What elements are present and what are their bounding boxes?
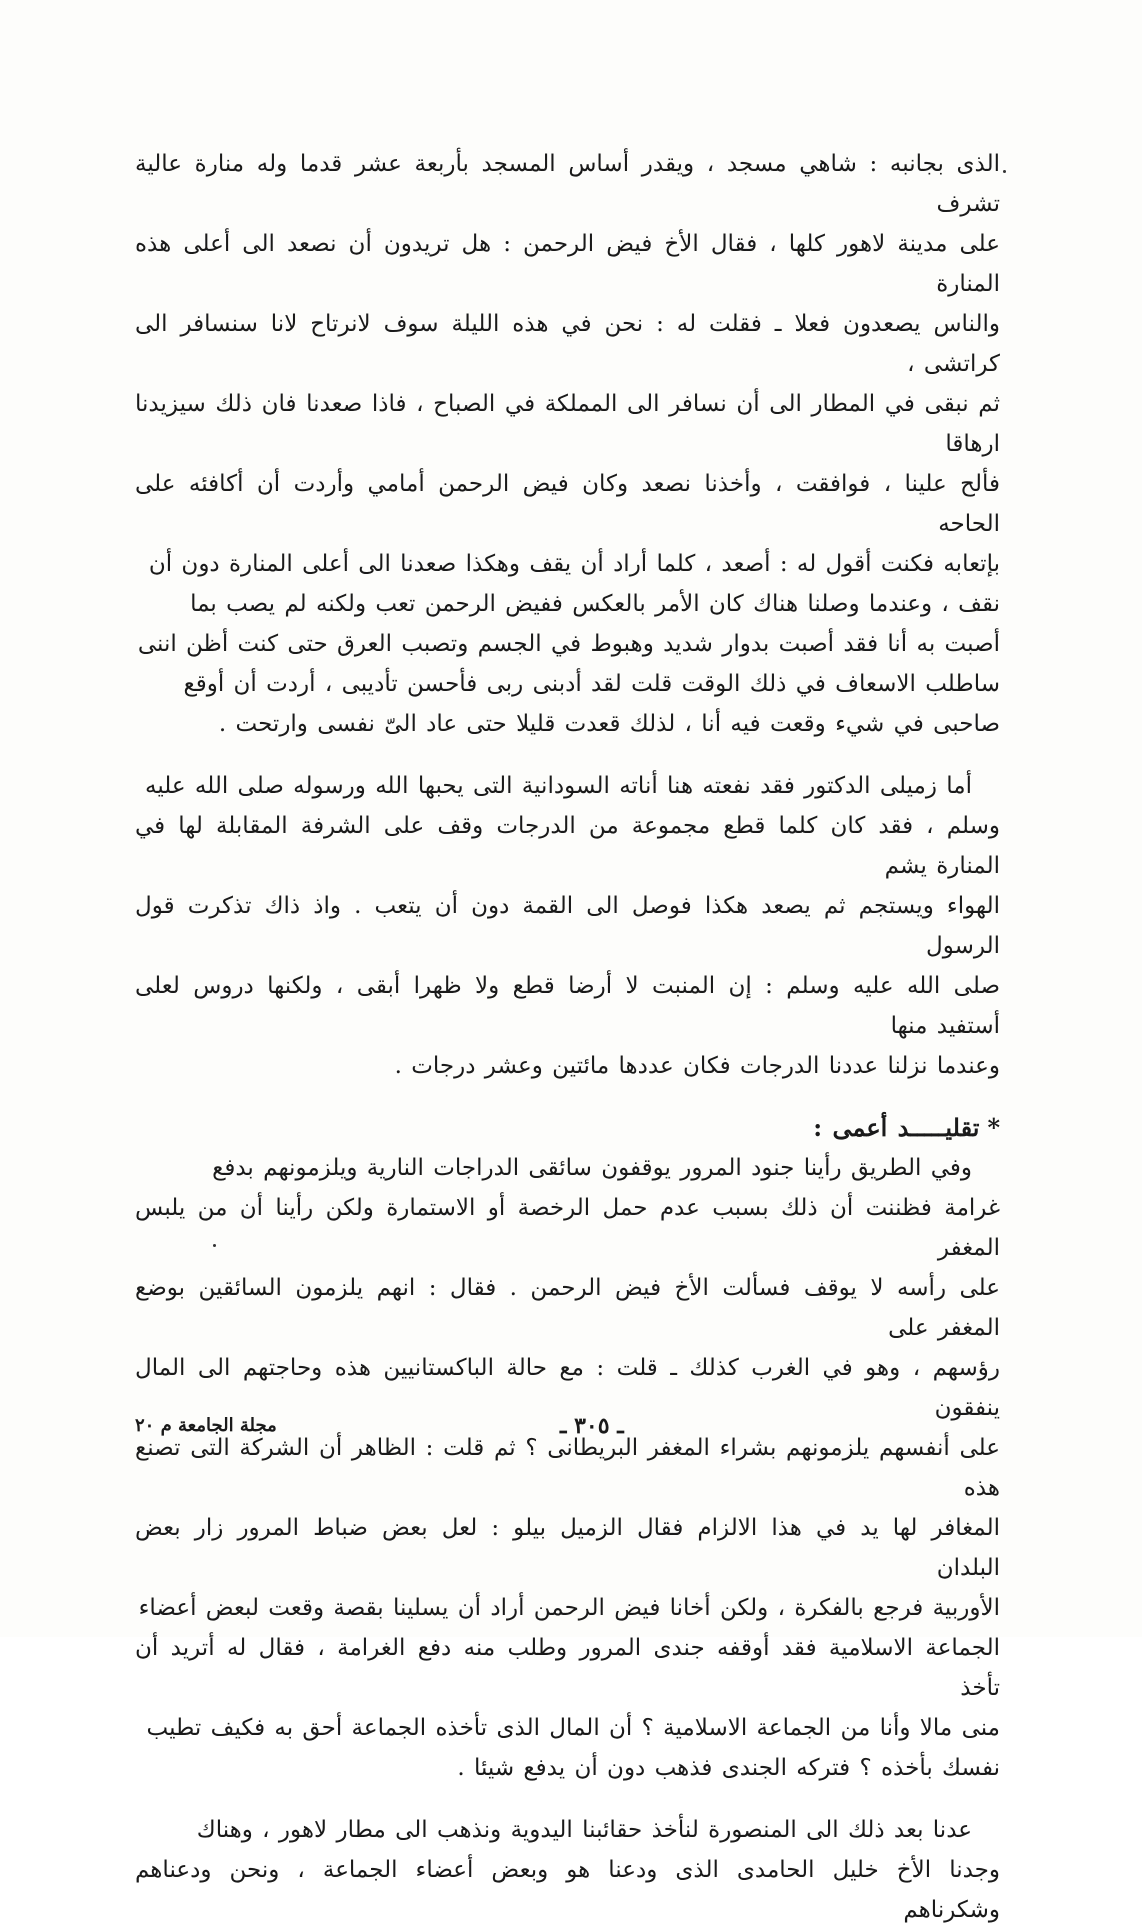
- text-line: ساطلب الاسعاف في ذلك الوقت قلت لقد أدبنى ربى فأحسن تأديبى ، أردت أن أوقع: [183, 671, 1000, 697]
- text-line: فألح علينا ، فوافقت ، وأخذنا نصعد وكان فيض الرحمن أمامي وأردت أن أكافئه على الحاحه: [135, 471, 1000, 537]
- text-line: والناس يصعدون فعلا ـ فقلت له : نحن في هذه الليلة سوف لانرتاح لانا سنسافر الى كراتشى ،: [135, 311, 1000, 377]
- text-line: على أنفسهم يلزمونهم بشراء المغفر البريطانى ؟ ثم قلت : الظاهر أن الشركة التى تصنع هذه: [135, 1435, 1000, 1501]
- text-line: على مدينة لاهور كلها ، فقال الأخ فيض الرحمن : هل تريدون أن نصعد الى أعلى هذه المنارة: [135, 231, 1000, 297]
- page-footer: [135, 1415, 1000, 1455]
- text-line: رؤسهم ، وهو في الغرب كذلك ـ قلت : مع حالة الباكستانيين هذه وحاجتهم الى المال ينفقون: [135, 1355, 1000, 1421]
- text-line: منى مالا وأنا من الجماعة الاسلامية ؟ أن المال الذى تأخذه الجماعة أحق به فكيف تطيب: [146, 1715, 1000, 1741]
- text-line: بإتعابه فكنت أقول له : أصعد ، كلما أراد أن يقف وهكذا صعدنا الى أعلى المنارة دون أن: [148, 551, 1000, 577]
- paragraph-2: [135, 766, 1000, 1086]
- paragraph-4: [135, 1810, 1000, 1930]
- text-line: الأوربية فرجع بالفكرة ، ولكن أخانا فيض الرحمن أراد أن يسلينا بقصة وقعت لبعض أعضاء: [138, 1595, 1000, 1621]
- paragraph-spacer: [135, 1086, 1000, 1108]
- text-line: نقف ، وعندما وصلنا هناك كان الأمر بالعكس ففيض الرحمن تعب ولكنه لم يصب بما: [190, 591, 1000, 617]
- paragraph-3: [135, 1148, 1000, 1788]
- text-line: على رأسه لا يوقف فسألت الأخ فيض الرحمن . فقال : انهم يلزمون السائقين بوضع المغفر على: [135, 1275, 1000, 1341]
- text-line: وسلم ، فقد كان كلما قطع مجموعة من الدرجات وقف على الشرفة المقابلة لها في المنارة يشم: [135, 813, 1000, 879]
- scan-speck: [1003, 170, 1006, 173]
- text-line: الهواء ويستجم ثم يصعد هكذا فوصل الى القمة دون أن يتعب . واذ ذاك تذكرت قول الرسول: [135, 893, 1000, 959]
- page-number: ـ ٣٠٥ ـ: [560, 1413, 624, 1439]
- text-line: وعندما نزلنا عددنا الدرجات فكان عددها مائتين وعشر درجات .: [394, 1053, 1000, 1079]
- paragraph-spacer: [135, 1788, 1000, 1810]
- text-line: الجماعة الاسلامية فقد أوقفه جندى المرور وطلب منه دفع الغرامة ، فقال له أتريد أن تأخذ: [135, 1635, 1000, 1701]
- section-heading: [135, 1108, 1000, 1148]
- text-line: صاحبى في شيء وقعت فيه أنا ، لذلك قعدت قليلا حتى عاد الىّ نفسى وارتحت .: [218, 711, 1000, 737]
- text-line: وفي الطريق رأينا جنود المرور يوقفون سائقى الدراجات النارية ويلزمونهم بدفع: [212, 1155, 972, 1181]
- text-line: ثم نبقى في المطار الى أن نسافر الى المملكة في الصباح ، فاذا صعدنا فان ذلك سيزيدنا ارهاقا: [135, 391, 1000, 457]
- text-line: غرامة فظننت أن ذلك بسبب عدم حمل الرخصة أو الاستمارة ولكن رأينا أن من يلبس المغفر: [135, 1195, 1000, 1261]
- paragraph-spacer: [135, 744, 1000, 766]
- scan-speck: [213, 1244, 216, 1247]
- asterisk-icon: *: [987, 1113, 1000, 1142]
- text-line: عدنا بعد ذلك الى المنصورة لنأخذ حقائبنا اليدوية ونذهب الى مطار لاهور ، وهناك: [196, 1817, 972, 1843]
- text-line: الذى بجانبه : شاهي مسجد ، ويقدر أساس المسجد بأربعة عشر قدما وله منارة عالية تشرف: [135, 151, 1000, 217]
- article-body: [135, 144, 1000, 1930]
- journal-name: مجلة الجامعة م ٢٠: [135, 1415, 277, 1436]
- text-line: نفسك بأخذه ؟ فتركه الجندى فذهب دون أن يدفع شيئا .: [457, 1755, 1000, 1781]
- text-line: أصبت به أنا فقد أصبت بدوار شديد وهبوط في الجسم وتصبب العرق حتى كنت أظن اننى: [137, 631, 1000, 657]
- text-line: المغافر لها يد في هذا الالزام فقال الزميل بيلو : لعل بعض ضباط المرور زار بعض البلدان: [135, 1515, 1000, 1581]
- paragraph-1: [135, 144, 1000, 744]
- text-line: صلى الله عليه وسلم : إن المنبت لا أرضا قطع ولا ظهرا أبقى ، ولكنها دروس لعلى أستفيد منها: [135, 973, 1000, 1039]
- section-heading-text: تقليـــــد أعمى :: [813, 1113, 980, 1142]
- text-line: أما زميلى الدكتور فقد نفعته هنا أناته السودانية التى يحبها الله ورسوله صلى الله عليه: [144, 773, 972, 799]
- text-line: وجدنا الأخ خليل الحامدى الذى ودعنا هو وبعض أعضاء الجماعة ، ونحن ودعناهم وشكرناهم: [135, 1857, 1000, 1923]
